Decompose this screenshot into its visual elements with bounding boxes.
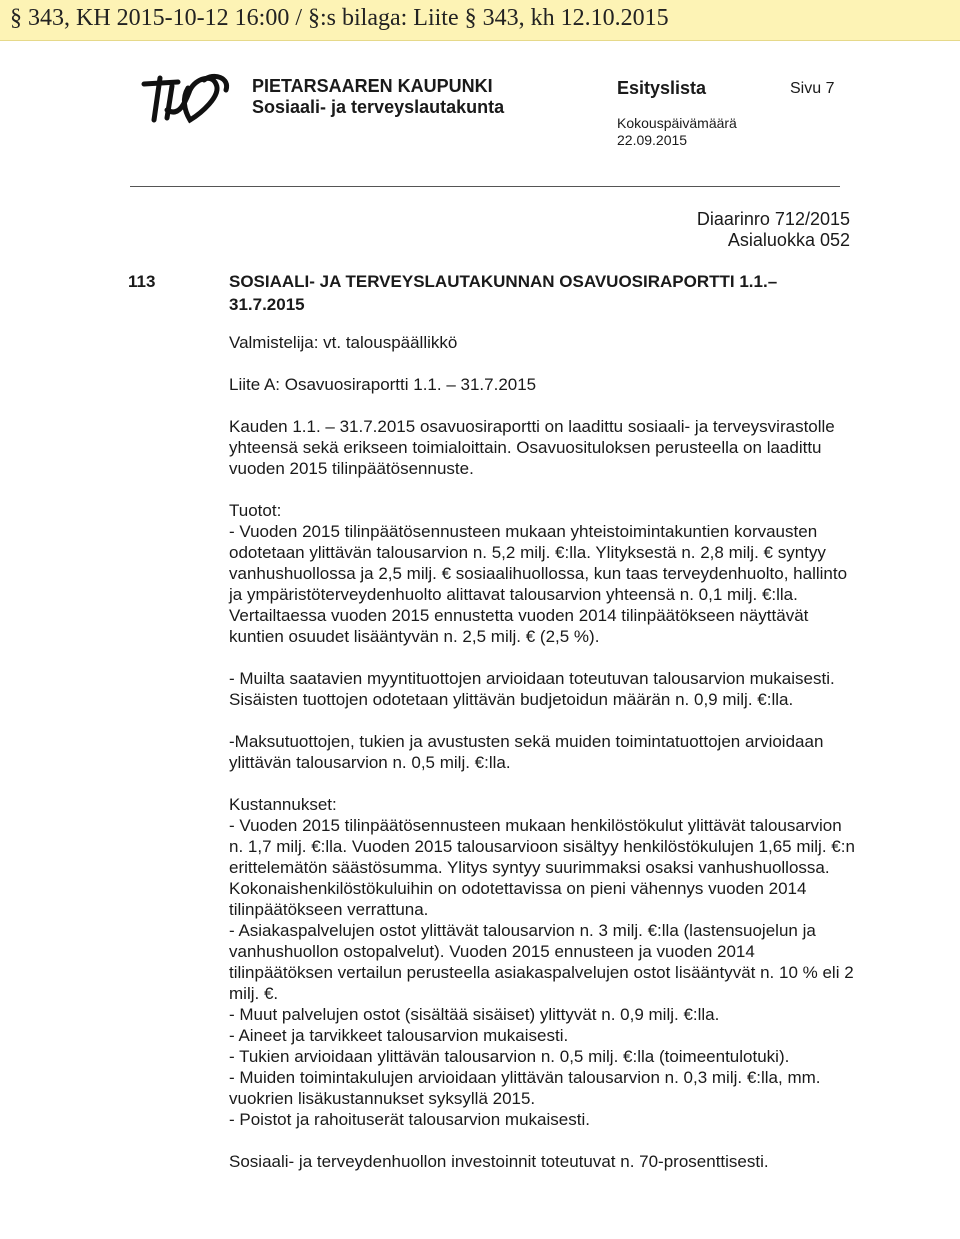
tuotot-paragraph-2: - Muilta saatavien myyntituottojen arvioidaan toteutuvan talousarvion mukaisesti. Sisäisten tuottojen odotetaan ylittävän budjetoidun määrän n. 0,9 milj. €:lla. (229, 669, 835, 709)
kustannukset-heading: Kustannukset: (229, 795, 337, 814)
kustannukset-item-3: - Muut palvelujen ostot (sisältää sisäiset) ylittyvät n. 0,9 milj. €:lla. (229, 1005, 720, 1024)
kustannukset-item-1: - Vuoden 2015 tilinpäätösennusteen mukaan henkilöstökulut ylittävät talousarvion n. 1,7 milj. €:lla. Vuoden 2015 talousarvioon sisältyy henkilöstökulujen 1,65 milj. €:n erittelemätön säästösumma. Ylitys syntyy suurimmaksi osaksi vanhushuollossa. Kokonaishenkilöstökuluihin on odotettavissa on pieni vähennys vuoden 2014 tilinpäätökseen verrattuna. (229, 816, 855, 919)
kustannukset-item-4: - Aineet ja tarvikkeet talousarvion mukaisesti. (229, 1026, 569, 1045)
meeting-date-label: Kokouspäivämäärä (617, 115, 737, 131)
tuotot-heading: Tuotot: (229, 501, 282, 520)
attachment: Liite A: Osavuosiraportti 1.1. – 31.7.2015 (229, 375, 537, 394)
document-body (229, 416, 855, 1193)
meeting-date: 22.09.2015 (617, 132, 688, 148)
topbar-text: § 343, KH 2015-10-12 16:00 / §:s bilaga: Liite § 343, kh 12.10.2015 (10, 5, 669, 31)
header-divider (130, 186, 840, 187)
kustannukset-item-6: - Muiden toimintakulujen arvioidaan ylittävän talousarvion n. 0,3 milj. €:lla, mm. vuokrien lisäkustannukset syksyllä 2015. (229, 1068, 821, 1108)
item-number: 113 (128, 272, 156, 291)
document-type: Esityslista (617, 78, 707, 98)
diary-number: Diaarinro 712/2015 (696, 209, 850, 229)
tuotot-paragraph-1: - Vuoden 2015 tilinpäätösennusteen mukaan yhteistoimintakuntien korvausten odotetaan ylittävän talousarvion n. 5,2 milj. €:lla. Ylityksestä n. 2,8 milj. € syntyy vanhushuollossa ja 2,5 milj. € sosiaalihuollossa, kun taas terveydenhuolto, hallinto ja ympäristöterveydenhuolto alittavat talousarvion yhteensä n. 0,1 milj. €:lla. Vertailtaessa vuoden 2015 ennustetta vuoden 2014 tilinpäätökseen näyttävät kuntien osuudet lisääntyvän n. 2,5 milj. € (2,5 %). (229, 522, 848, 646)
kustannukset-item-7: - Poistot ja rahoituserät talousarvion mukaisesti. (229, 1110, 590, 1129)
tuotot-paragraph-3: -Maksutuottojen, tukien ja avustusten sekä muiden toimintatuottojen arvioidaan ylittävän talousarvion n. 0,5 milj. €:lla. (229, 732, 824, 772)
kustannukset-item-2: - Asiakaspalvelujen ostot ylittävät talousarvion n. 3 milj. €:lla (lastensuojelun ja vanhushuollon ostopalvelut). Vuoden 2015 ennusteen ja vuoden 2014 tilinpäätöksen vertailun perusteella asiakaspalvelujen ostot lisääntyvät n. 10 % eli 2 milj. €. (229, 921, 854, 1003)
city-logo (140, 70, 232, 126)
kustannukset-item-5: - Tukien arvioidaan ylittävän talousarvion n. 0,5 milj. €:lla (toimeentulotuki). (229, 1047, 790, 1066)
preparer: Valmistelija: vt. talouspäällikkö (229, 333, 458, 352)
org-name: PIETARSAAREN KAUPUNKI (252, 76, 493, 96)
page-number: Sivu 7 (790, 80, 835, 97)
case-class: Asialuokka 052 (727, 230, 850, 250)
board-name: Sosiaali- ja terveyslautakunta (252, 97, 505, 117)
closing-paragraph: Sosiaali- ja terveydenhuollon investoinnit toteutuvat n. 70-prosenttisesti. (229, 1152, 769, 1171)
topbar (0, 0, 960, 41)
item-title: SOSIAALI- JA TERVEYSLAUTAKUNNAN OSAVUOSIRAPORTTI 1.1.– 31.7.2015 (229, 272, 778, 314)
intro-paragraph: Kauden 1.1. – 31.7.2015 osavuosiraportti on laadittu sosiaali- ja terveysvirastolle yhteensä sekä erikseen toimialoittain. Osavuosituloksen perusteella on laadittu vuoden 2015 tilinpäätösennuste. (229, 417, 835, 478)
